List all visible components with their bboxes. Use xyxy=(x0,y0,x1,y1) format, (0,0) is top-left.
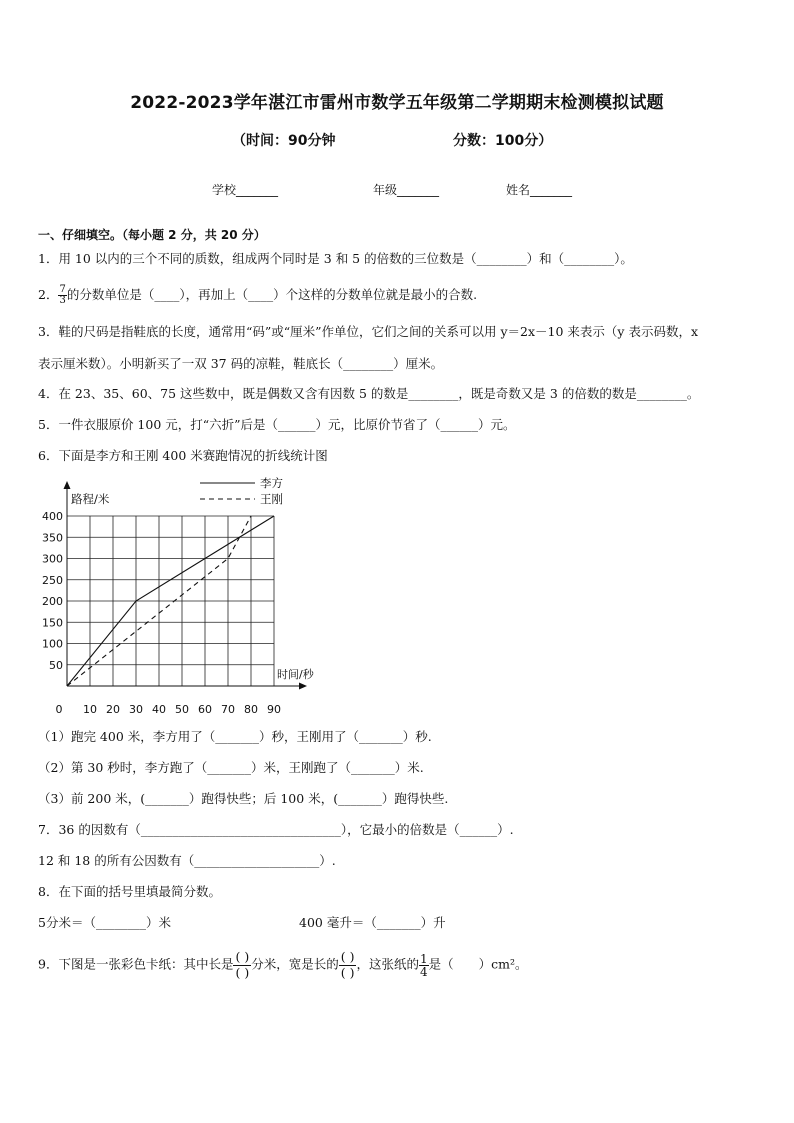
x-tick-label: 50 xyxy=(175,703,189,716)
question-3-line-1: 3．鞋的尺码是指鞋底的长度，通常用“码”或“厘米”作单位，它们之间的关系可以用 y＝2x－10 来表示（y 表示码数，x xyxy=(38,324,699,339)
y-tick-label: 200 xyxy=(42,595,63,608)
name-field: 姓名_______ xyxy=(506,183,573,197)
x-tick-label: 30 xyxy=(129,703,143,716)
x-tick-label: 20 xyxy=(106,703,120,716)
x-tick-label: 70 xyxy=(221,703,235,716)
question-6-part-1: （1）跑完 400 米，李方用了（_______）秒，王刚用了（_______）秒. xyxy=(38,729,432,744)
fraction-numerator: 7 xyxy=(59,284,66,295)
page-title: 2022-2023学年湛江市雷州市数学五年级第二学期期末检测模拟试题 xyxy=(130,93,664,113)
question-2-text: 的分数单位是（____），再加上（____）个这样的分数单位就是最小的合数. xyxy=(66,287,478,302)
legend-label-1: 李方 xyxy=(260,476,283,490)
x-tick-label: 80 xyxy=(244,703,258,716)
legend-label-2: 王刚 xyxy=(260,492,283,506)
y-tick-label: 150 xyxy=(42,616,63,630)
x-tick-label: 40 xyxy=(152,703,166,716)
question-7-line-2: 12 和 18 的所有公因数有（____________________）. xyxy=(38,853,336,868)
exam-time: （时间：90分钟 xyxy=(232,133,336,149)
question-9-text-d: 是（ ）cm²。 xyxy=(428,956,528,972)
fraction-denominator: 4 xyxy=(419,964,428,979)
question-9-text-c: ，这张纸的 xyxy=(356,956,419,972)
x-tick-label: 90 xyxy=(267,703,281,716)
x-tick-label: 0 xyxy=(55,703,63,716)
question-8-a: 5分米＝（________）米 xyxy=(38,915,171,930)
chart-axes xyxy=(64,481,315,690)
question-8: 8．在下面的括号里填最简分数。 xyxy=(38,884,221,899)
question-9-text-a: 9．下图是一张彩色卡纸：其中长是 xyxy=(38,956,234,972)
x-axis-label: 时间/秒 xyxy=(277,668,314,681)
question-2-number: 2． xyxy=(38,287,59,302)
fraction-seven-thirds xyxy=(58,285,66,306)
fraction-one-quarter xyxy=(419,953,429,978)
blank-numerator: ( ) xyxy=(340,949,355,964)
question-2 xyxy=(38,285,477,306)
y-tick-label: 100 xyxy=(42,637,63,651)
chart-grid xyxy=(67,516,274,686)
question-9-text-b: 分米，宽是长的 xyxy=(251,956,339,972)
y-tick-label: 250 xyxy=(42,573,63,587)
y-tick-label: 300 xyxy=(42,552,63,566)
question-9 xyxy=(38,950,527,980)
question-1: 1．用 10 以内的三个不同的质数，组成两个同时是 3 和 5 的倍数的三位数是（________）和（________）。 xyxy=(38,251,633,266)
question-6-part-2: （2）第 30 秒时，李方跑了（_______）米，王刚跑了（_______）米. xyxy=(38,760,424,775)
blank-fraction-width xyxy=(339,950,357,980)
y-axis-label: 路程/米 xyxy=(71,492,110,506)
fraction-denominator: 3 xyxy=(59,295,66,306)
grade-field: 年级_______ xyxy=(373,183,440,197)
question-5: 5．一件衣服原价 100 元，打“六折”后是（______）元，比原价节省了（______）元。 xyxy=(38,417,516,432)
school-field: 学校_______ xyxy=(212,183,279,197)
y-tick-label: 50 xyxy=(49,658,63,672)
fraction-numerator: 1 xyxy=(419,951,428,966)
x-tick-label: 60 xyxy=(198,703,212,716)
section-heading: 一、仔细填空。（每小题 2 分，共 20 分） xyxy=(38,228,266,242)
chart-ticks xyxy=(42,510,281,716)
x-axis-arrow xyxy=(299,683,307,690)
question-7-line-1: 7．36 的因数有（________________________________），它最小的倍数是（______）. xyxy=(38,822,514,837)
question-6: 6．下面是李方和王刚 400 米赛跑情况的折线统计图 xyxy=(38,448,328,463)
x-tick-label: 10 xyxy=(83,703,97,716)
blank-fraction-length xyxy=(233,950,251,980)
y-tick-label: 400 xyxy=(42,510,63,523)
question-6-part-3: （3）前 200 米，(_______）跑得快些；后 100 米，(_______）跑得快些. xyxy=(38,791,449,806)
y-tick-label: 350 xyxy=(42,531,63,545)
y-axis-arrow xyxy=(64,481,71,489)
blank-denominator: ( ) xyxy=(340,964,355,980)
blank-numerator: ( ) xyxy=(235,949,250,964)
chart-legend xyxy=(200,476,283,506)
exam-score: 分数：100分） xyxy=(453,133,553,149)
question-8-b: 400 毫升＝（_______）升 xyxy=(299,915,446,930)
blank-denominator: ( ) xyxy=(235,964,250,980)
question-4: 4．在 23、35、60、75 这些数中，既是偶数又含有因数 5 的数是________，既是奇数又是 3 的倍数的数是________。 xyxy=(38,386,700,401)
question-3-line-2: 表示厘米数）。小明新买了一双 37 码的凉鞋，鞋底长（________）厘米。 xyxy=(38,356,444,371)
line-chart xyxy=(40,474,340,718)
